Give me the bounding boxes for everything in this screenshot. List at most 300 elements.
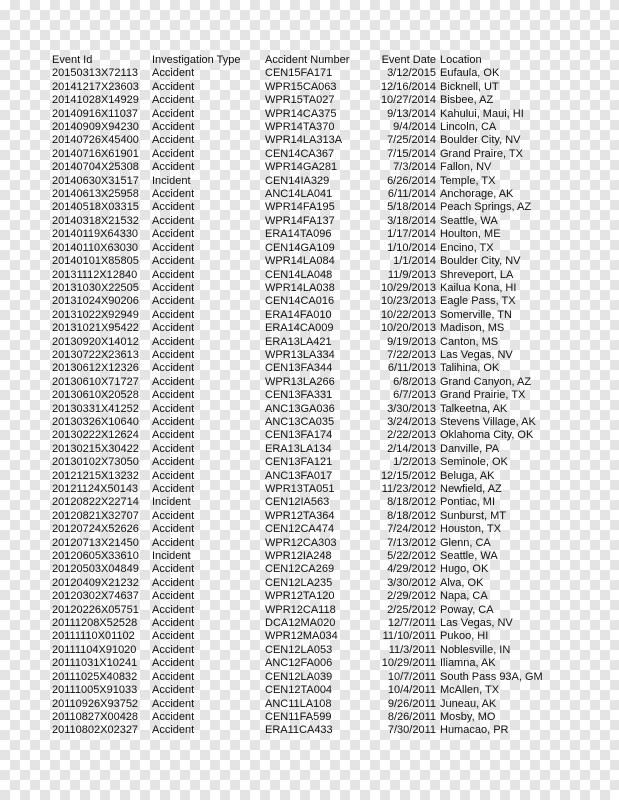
- event-id-cell: 20120822X22714: [52, 496, 139, 509]
- table-row: [52, 215, 552, 228]
- investigation-type-cell: Accident: [152, 483, 195, 495]
- investigation-type-cell: Accident: [152, 134, 195, 147]
- event-date-cell: 10/23/2013: [380, 295, 436, 308]
- investigation-type-cell: Accident: [152, 576, 195, 589]
- accident-number-cell: WPR13LA266: [265, 375, 335, 388]
- event-id-cell: 20121215X13232: [52, 469, 139, 482]
- investigation-type-cell: Incident: [152, 550, 191, 563]
- investigation-type-cell: Accident: [152, 121, 195, 134]
- event-date-cell: 12/16/2014: [380, 80, 436, 93]
- event-date-cell: 12/15/2012: [380, 469, 436, 482]
- investigation-type-cell: Accident: [152, 107, 195, 120]
- event-id-cell: 20130722X23613: [52, 348, 139, 361]
- investigation-type-cell: Accident: [152, 697, 195, 710]
- location-cell: Bicknell, UT: [440, 80, 499, 93]
- event-date-cell: 7/24/2012: [387, 523, 436, 536]
- investigation-type-cell: Accident: [152, 402, 195, 415]
- event-id-cell: 20140119X64330: [52, 228, 139, 241]
- accident-number-cell: ANC14LA041: [265, 188, 333, 201]
- accident-number-cell: WPR14TA370: [265, 121, 335, 134]
- table-row: [52, 644, 552, 657]
- location-cell: Boulder City, NV: [440, 134, 521, 147]
- location-cell: South Pass 93A, GM: [440, 670, 543, 683]
- event-date-cell: 10/22/2013: [380, 308, 436, 321]
- location-cell: Poway, CA: [440, 603, 494, 616]
- accident-number-cell: WPR15TA027: [265, 94, 335, 107]
- table-row: [52, 121, 552, 134]
- event-id-cell: 20120226X05751: [52, 603, 139, 616]
- event-id-cell: 20130612X12326: [52, 362, 139, 375]
- event-date-cell: 2/14/2013: [387, 442, 436, 455]
- event-id-cell: 20130215X30422: [52, 442, 139, 455]
- accident-number-cell: WPR14LA313A: [265, 134, 343, 147]
- accident-number-cell: WPR14FA137: [265, 214, 335, 227]
- event-id-cell: 20131022X92949: [52, 308, 139, 321]
- investigation-type-cell: Accident: [152, 161, 195, 174]
- accident-number-cell: ERA14TA096: [265, 228, 332, 241]
- investigation-type-cell: Accident: [152, 228, 195, 241]
- investigation-type-cell: Accident: [152, 94, 195, 107]
- accident-number-cell: CEN12CA269: [265, 563, 335, 576]
- event-date-cell: 7/13/2012: [387, 536, 436, 549]
- location-cell: Juneau, AK: [440, 697, 497, 710]
- location-cell: Peach Springs, AZ: [440, 201, 532, 214]
- event-date-cell: 11/9/2013: [387, 268, 436, 281]
- accident-number-cell: ANC11LA108: [265, 697, 332, 710]
- location-cell: Houlton, ME: [440, 228, 501, 241]
- accident-number-cell: CEN14GA109: [265, 241, 335, 254]
- event-date-cell: 11/3/2011: [388, 643, 436, 656]
- investigation-type-cell: Accident: [152, 201, 195, 214]
- accident-number-cell: ERA14CA009: [265, 322, 334, 335]
- table-row: [52, 537, 552, 550]
- accident-number-cell: CEN14LA048: [265, 268, 333, 281]
- event-date-cell: 9/13/2014: [387, 107, 436, 120]
- event-date-cell: 7/25/2014: [387, 134, 436, 147]
- header-location: Location: [440, 54, 482, 66]
- investigation-type-cell: Accident: [152, 724, 195, 737]
- accident-number-cell: WPR15CA063: [265, 80, 337, 93]
- event-date-cell: 3/30/2012: [387, 576, 436, 589]
- accident-number-cell: CEN14CA367: [265, 147, 335, 160]
- investigation-type-cell: Accident: [152, 322, 195, 335]
- accident-table: [52, 54, 552, 738]
- event-date-cell: 6/11/2014: [387, 188, 436, 201]
- table-row: [52, 563, 552, 576]
- header-row: [52, 54, 552, 67]
- event-date-cell: 3/12/2015: [387, 67, 436, 80]
- location-cell: Seattle, WA: [440, 550, 498, 563]
- location-cell: Pukoo, HI: [440, 630, 489, 643]
- event-id-cell: 20111005X91033: [52, 684, 138, 697]
- accident-number-cell: ERA11CA433: [265, 724, 333, 737]
- location-cell: Kailua Kona, HI: [440, 281, 517, 294]
- location-cell: Boulder City, NV: [440, 255, 521, 268]
- investigation-type-cell: Accident: [152, 268, 195, 281]
- event-id-cell: 20121124X50143: [52, 483, 139, 495]
- event-date-cell: 10/20/2013: [380, 322, 436, 335]
- event-date-cell: 6/7/2013: [393, 389, 436, 402]
- accident-number-cell: WPR12IA248: [265, 550, 332, 563]
- accident-number-cell: ANC12FA006: [265, 657, 333, 670]
- event-id-cell: 20140726X45400: [52, 134, 139, 147]
- event-date-cell: 4/29/2012: [387, 563, 436, 576]
- accident-number-cell: WPR12TA364: [265, 509, 335, 522]
- investigation-type-cell: Incident: [152, 496, 191, 509]
- location-cell: Bisbee, AZ: [440, 94, 494, 107]
- event-id-cell: 20140909X94230: [52, 121, 139, 134]
- event-id-cell: 20110926X93752: [52, 697, 139, 710]
- investigation-type-cell: Accident: [152, 375, 195, 388]
- accident-number-cell: ANC13CA035: [265, 415, 335, 428]
- event-id-cell: 20150313X72113: [52, 67, 139, 80]
- table-row: [52, 496, 552, 509]
- investigation-type-cell: Accident: [152, 241, 195, 254]
- location-cell: Newfield, AZ: [440, 483, 502, 495]
- event-id-cell: 20130610X71727: [52, 375, 139, 388]
- event-id-cell: 20131112X12840: [52, 268, 138, 281]
- accident-number-cell: CEN13FA121: [265, 456, 333, 469]
- table-row: [52, 148, 552, 161]
- event-date-cell: 5/18/2014: [387, 201, 436, 214]
- event-id-cell: 20140630X31517: [52, 174, 139, 187]
- event-date-cell: 7/22/2013: [387, 348, 436, 361]
- accident-number-cell: CEN12TA004: [265, 684, 333, 697]
- event-id-cell: 20110802X02327: [52, 724, 139, 737]
- event-id-cell: 20120713X21450: [52, 536, 139, 549]
- event-date-cell: 1/10/2014: [387, 241, 436, 254]
- spreadsheet-page: [52, 54, 612, 738]
- table-row: [52, 282, 552, 295]
- event-date-cell: 5/22/2012: [387, 550, 436, 563]
- investigation-type-cell: Accident: [152, 335, 195, 348]
- accident-number-cell: CEN12LA053: [265, 643, 333, 656]
- event-id-cell: 20140101X85805: [52, 255, 139, 268]
- investigation-type-cell: Accident: [152, 684, 195, 697]
- accident-number-cell: CEN12IA563: [265, 496, 330, 509]
- investigation-type-cell: Accident: [152, 523, 195, 536]
- event-date-cell: 10/27/2014: [380, 94, 436, 107]
- table-row: [52, 671, 552, 684]
- accident-number-cell: CEN12CA474: [265, 523, 335, 536]
- table-row: [52, 698, 552, 711]
- event-id-cell: 20120605X33610: [52, 550, 139, 563]
- table-row: [52, 81, 552, 94]
- accident-number-cell: WPR12CA118: [265, 603, 336, 616]
- accident-number-cell: WPR14CA375: [265, 107, 337, 120]
- event-id-cell: 20120503X04849: [52, 563, 139, 576]
- table-row: [52, 550, 552, 563]
- location-cell: Beluga, AK: [440, 469, 495, 482]
- event-id-cell: 20141028X14929: [52, 94, 139, 107]
- header-event-date: Event Date: [381, 54, 436, 66]
- table-row: [52, 255, 552, 268]
- accident-number-cell: CEN14CA016: [265, 295, 335, 308]
- event-id-cell: 20130102X73050: [52, 456, 139, 469]
- investigation-type-cell: Accident: [152, 147, 195, 160]
- event-date-cell: 9/26/2011: [387, 697, 436, 710]
- location-cell: Somerville, TN: [440, 308, 512, 321]
- location-cell: Sunburst, MT: [440, 509, 507, 522]
- table-row: [52, 443, 552, 456]
- table-row: [52, 711, 552, 724]
- event-id-cell: 20131024X90206: [52, 295, 139, 308]
- accident-number-cell: WPR12CA303: [265, 536, 337, 549]
- accident-number-cell: WPR14FA195: [265, 201, 335, 214]
- accident-number-cell: WPR14LA038: [265, 281, 335, 294]
- event-date-cell: 9/4/2014: [393, 121, 436, 134]
- table-row: [52, 523, 552, 536]
- accident-number-cell: ERA13LA134: [265, 442, 332, 455]
- table-row: [52, 134, 552, 147]
- table-row: [52, 630, 552, 643]
- accident-number-cell: DCA12MA020: [265, 617, 336, 630]
- event-date-cell: 1/1/2014: [393, 255, 436, 268]
- investigation-type-cell: Accident: [152, 442, 195, 455]
- location-cell: Hugo, OK: [440, 563, 489, 576]
- investigation-type-cell: Accident: [152, 643, 195, 656]
- event-date-cell: 3/30/2013: [387, 402, 436, 415]
- investigation-type-cell: Accident: [152, 348, 195, 361]
- accident-number-cell: WPR13TA051: [265, 483, 335, 495]
- location-cell: Kahului, Maui, HI: [440, 107, 524, 120]
- event-date-cell: 10/29/2013: [380, 281, 436, 294]
- investigation-type-cell: Accident: [152, 603, 195, 616]
- location-cell: Alva, OK: [440, 576, 484, 589]
- table-row: [52, 510, 552, 523]
- accident-number-cell: WPR13LA334: [265, 348, 335, 361]
- event-id-cell: 20141217X23603: [52, 80, 139, 93]
- event-date-cell: 8/18/2012: [387, 496, 436, 509]
- investigation-type-cell: Accident: [152, 509, 195, 522]
- table-row: [52, 336, 552, 349]
- table-row: [52, 94, 552, 107]
- accident-number-cell: WPR14GA281: [265, 161, 338, 174]
- location-cell: Danville, PA: [440, 442, 500, 455]
- location-cell: Canton, MS: [440, 335, 499, 348]
- investigation-type-cell: Accident: [152, 590, 195, 603]
- investigation-type-cell: Accident: [152, 657, 195, 670]
- table-row: [52, 403, 552, 416]
- investigation-type-cell: Accident: [152, 295, 195, 308]
- location-cell: Pontiac, MI: [440, 496, 496, 509]
- table-row: [52, 309, 552, 322]
- event-id-cell: 20140518X03315: [52, 201, 139, 214]
- table-row: [52, 322, 552, 335]
- accident-number-cell: ERA13LA421: [265, 335, 332, 348]
- accident-number-cell: WPR14LA084: [265, 255, 335, 268]
- event-date-cell: 2/29/2012: [387, 590, 436, 603]
- event-id-cell: 20131030X22505: [52, 281, 139, 294]
- table-row: [52, 617, 552, 630]
- location-cell: Grand Canyon, AZ: [440, 375, 532, 388]
- location-cell: Noblesville, IN: [440, 643, 511, 656]
- investigation-type-cell: Accident: [152, 80, 195, 93]
- table-row: [52, 269, 552, 282]
- investigation-type-cell: Accident: [152, 469, 195, 482]
- location-cell: Houston, TX: [440, 523, 501, 536]
- event-date-cell: 6/26/2014: [387, 174, 436, 187]
- header-investigation-type: Investigation Type: [152, 54, 241, 66]
- event-date-cell: 6/11/2013: [387, 362, 436, 375]
- investigation-type-cell: Accident: [152, 670, 195, 683]
- location-cell: Seminole, OK: [440, 456, 508, 469]
- event-date-cell: 2/25/2012: [387, 603, 436, 616]
- table-row: [52, 604, 552, 617]
- event-id-cell: 20120302X74637: [52, 590, 139, 603]
- event-id-cell: 20140318X21532: [52, 214, 139, 227]
- table-row: [52, 108, 552, 121]
- accident-number-cell: WPR12MA034: [265, 630, 338, 643]
- event-date-cell: 7/15/2014: [387, 147, 436, 160]
- location-cell: Fallon, NV: [440, 161, 492, 174]
- location-cell: Mosby, MO: [440, 710, 496, 723]
- investigation-type-cell: Accident: [152, 563, 195, 576]
- header-accident-number: Accident Number: [265, 54, 350, 66]
- event-id-cell: 20120409X21232: [52, 576, 139, 589]
- accident-number-cell: WPR12TA120: [265, 590, 335, 603]
- investigation-type-cell: Accident: [152, 536, 195, 549]
- investigation-type-cell: Accident: [152, 362, 195, 375]
- table-row: [52, 657, 552, 670]
- location-cell: Las Vegas, NV: [440, 617, 513, 630]
- investigation-type-cell: Accident: [152, 617, 195, 630]
- location-cell: Lincoln, CA: [440, 121, 497, 134]
- investigation-type-cell: Incident: [152, 174, 191, 187]
- investigation-type-cell: Accident: [152, 415, 195, 428]
- table-row: [52, 376, 552, 389]
- table-row: [52, 242, 552, 255]
- event-date-cell: 10/4/2011: [387, 684, 436, 697]
- accident-number-cell: CEN14IA329: [265, 174, 330, 187]
- event-id-cell: 20131021X95422: [52, 322, 139, 335]
- table-row: [52, 470, 552, 483]
- location-cell: Eufaula, OK: [440, 67, 500, 80]
- table-row: [52, 67, 552, 80]
- table-row: [52, 188, 552, 201]
- table-row: [52, 228, 552, 241]
- location-cell: Iliamna, AK: [440, 657, 496, 670]
- investigation-type-cell: Accident: [152, 255, 195, 268]
- event-id-cell: 20130610X20528: [52, 389, 139, 402]
- location-cell: Humacao, PR: [440, 724, 509, 737]
- event-id-cell: 20110827X00428: [52, 710, 139, 723]
- table-row: [52, 349, 552, 362]
- investigation-type-cell: Accident: [152, 188, 195, 201]
- header-event-id: Event Id: [52, 54, 93, 66]
- event-id-cell: 20130331X41252: [52, 402, 139, 415]
- event-date-cell: 7/30/2011: [387, 724, 436, 737]
- location-cell: Madison, MS: [440, 322, 505, 335]
- table-row: [52, 295, 552, 308]
- event-id-cell: 20130920X14012: [52, 335, 139, 348]
- event-date-cell: 10/29/2011: [381, 657, 436, 670]
- event-date-cell: 6/8/2013: [393, 375, 436, 388]
- table-row: [52, 590, 552, 603]
- accident-number-cell: CEN12LA235: [265, 576, 333, 589]
- accident-number-cell: ERA14FA010: [265, 308, 332, 321]
- table-row: [52, 684, 552, 697]
- event-id-cell: 20140613X25958: [52, 188, 139, 201]
- table-row: [52, 429, 552, 442]
- event-id-cell: 20111208X52528: [52, 617, 138, 630]
- table-row: [52, 724, 552, 737]
- location-cell: Stevens Village, AK: [440, 415, 536, 428]
- accident-number-cell: CEN13FA344: [265, 362, 333, 375]
- location-cell: Temple, TX: [440, 174, 496, 187]
- location-cell: Encino, TX: [440, 241, 494, 254]
- event-date-cell: 10/7/2011: [387, 670, 436, 683]
- table-row: [52, 456, 552, 469]
- investigation-type-cell: Accident: [152, 630, 195, 643]
- event-date-cell: 3/18/2014: [387, 214, 436, 227]
- location-cell: Las Vegas, NV: [440, 348, 513, 361]
- accident-number-cell: CEN13FA331: [265, 389, 333, 402]
- location-cell: Anchorage, AK: [440, 188, 514, 201]
- table-row: [52, 483, 552, 496]
- event-date-cell: 1/2/2013: [393, 456, 436, 469]
- location-cell: Napa, CA: [440, 590, 488, 603]
- location-cell: Talkeetna, AK: [440, 402, 508, 415]
- location-cell: Seattle, WA: [440, 214, 498, 227]
- investigation-type-cell: Accident: [152, 214, 195, 227]
- location-cell: Grand Praire, TX: [440, 147, 523, 160]
- accident-number-cell: ANC13FA017: [265, 469, 333, 482]
- event-id-cell: 20140110X63030: [52, 241, 139, 254]
- location-cell: Eagle Pass, TX: [440, 295, 516, 308]
- event-id-cell: 20140716X61901: [52, 147, 139, 160]
- event-date-cell: 11/10/2011: [382, 630, 436, 643]
- accident-number-cell: CEN15FA171: [265, 67, 333, 80]
- investigation-type-cell: Accident: [152, 389, 195, 402]
- event-date-cell: 12/7/2011: [387, 617, 436, 630]
- investigation-type-cell: Accident: [152, 67, 195, 80]
- event-date-cell: 1/17/2014: [387, 228, 436, 241]
- event-id-cell: 20120724X52626: [52, 523, 139, 536]
- table-row: [52, 201, 552, 214]
- investigation-type-cell: Accident: [152, 710, 195, 723]
- event-id-cell: 20111104X91020: [52, 643, 137, 656]
- table-row: [52, 175, 552, 188]
- event-date-cell: 11/23/2012: [381, 483, 436, 495]
- table-row: [52, 577, 552, 590]
- accident-number-cell: CEN13FA174: [265, 429, 333, 442]
- location-cell: Shreveport, LA: [440, 268, 514, 281]
- event-id-cell: 20111031X10241: [52, 657, 138, 670]
- table-row: [52, 161, 552, 174]
- investigation-type-cell: Accident: [152, 308, 195, 321]
- accident-number-cell: ANC13GA036: [265, 402, 335, 415]
- table-row: [52, 389, 552, 402]
- event-id-cell: 20130222X12624: [52, 429, 139, 442]
- table-row: [52, 362, 552, 375]
- event-id-cell: 20140916X11037: [52, 107, 139, 120]
- location-cell: McAllen, TX: [440, 684, 500, 697]
- event-date-cell: 9/19/2013: [387, 335, 436, 348]
- event-id-cell: 20111025X40832: [52, 670, 138, 683]
- event-date-cell: 3/24/2013: [387, 415, 436, 428]
- table-row: [52, 416, 552, 429]
- event-date-cell: 7/3/2014: [393, 161, 436, 174]
- accident-number-cell: CEN12LA039: [265, 670, 333, 683]
- location-cell: Oklahoma City, OK: [440, 429, 534, 442]
- accident-number-cell: CEN11FA599: [265, 710, 332, 723]
- event-date-cell: 8/18/2012: [387, 509, 436, 522]
- event-id-cell: 20120821X32707: [52, 509, 139, 522]
- event-id-cell: 20130326X10640: [52, 415, 139, 428]
- location-cell: Grand Prairie, TX: [440, 389, 526, 402]
- investigation-type-cell: Accident: [152, 456, 195, 469]
